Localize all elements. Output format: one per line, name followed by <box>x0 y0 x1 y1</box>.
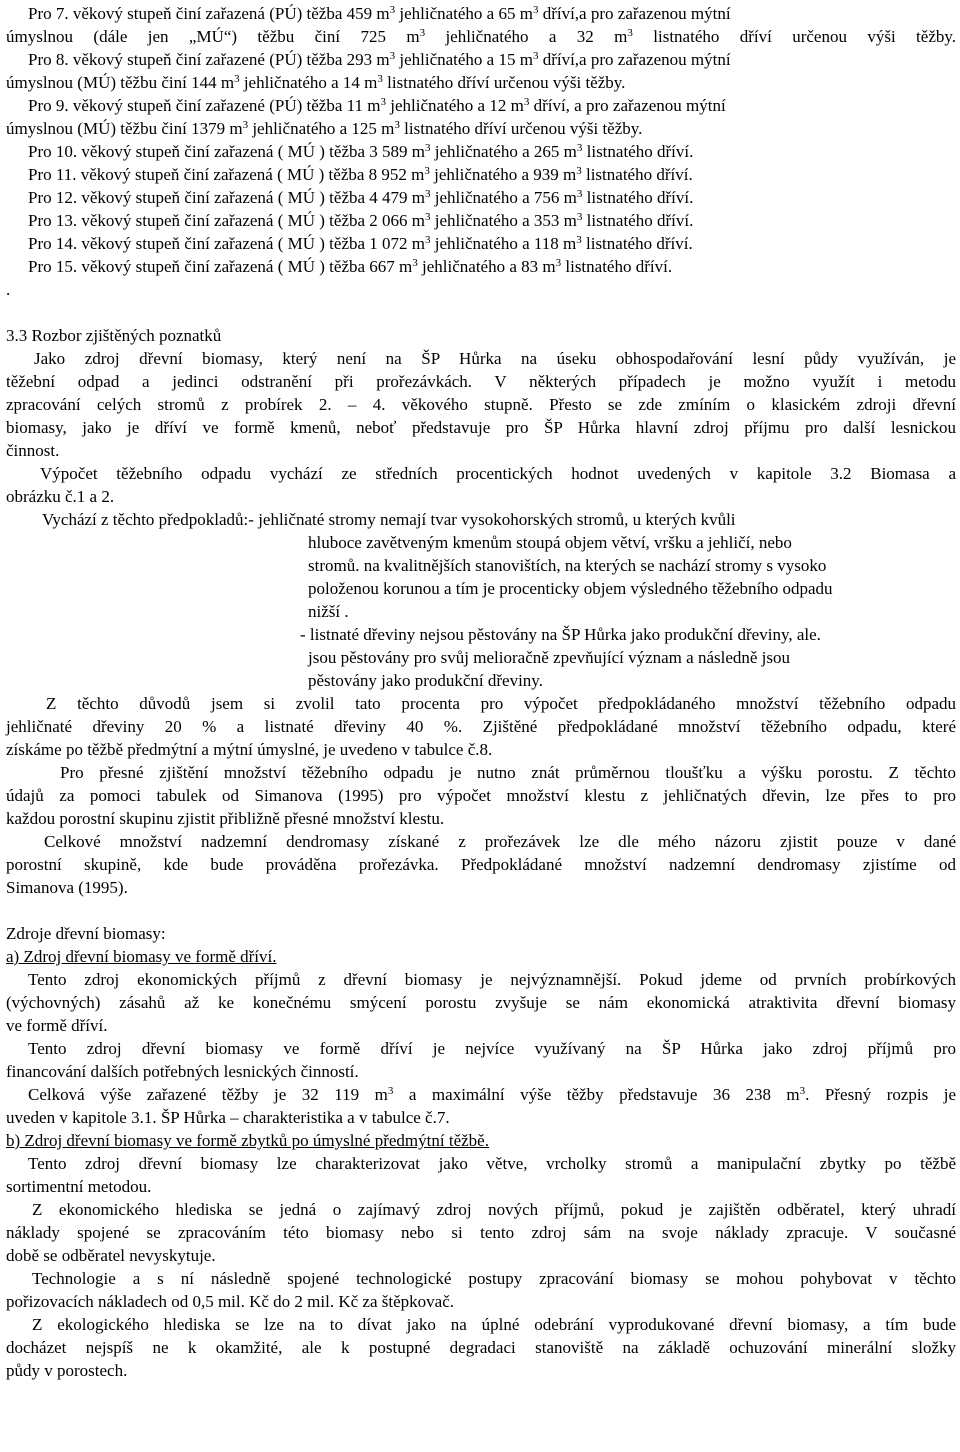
paragraph-line: Tento zdroj dřevní biomasy ve formě dříví je nejvíce využívaný na ŠP Hůrka jako zdroj příjmů pro <box>28 1039 956 1058</box>
paragraph-line: ve formě dříví. <box>6 1016 108 1035</box>
paragraph-line: Technologie a s ní následně spojené technologické postupy zpracování biomasy se mohou pohybovat v těchto <box>32 1269 956 1288</box>
paragraph-line: jehličnaté dřeviny 20 % a listnaté dřeviny 40 %. Zjištěné předpokládané množství těžebního odpadu, které <box>6 717 956 736</box>
pro-8-line-2: úmyslnou (MÚ) těžbu činí 144 $m^3$ jehličnatého a 14 $m^3$ listnatého dříví určenou výši těžby. <box>6 73 626 92</box>
pro-12-line: Pro 12. věkový stupeň činí zařazená ( MÚ ) těžba 4 479 $m^3$ jehličnatého a 756 $m^3$ listnatého dříví. <box>28 188 694 207</box>
pro-10-line: Pro 10. věkový stupeň činí zařazená ( MÚ ) těžba 3 589 $m^3$ jehličnatého a 265 $m^3$ listnatého dříví. <box>28 142 694 161</box>
paragraph-line: Jako zdroj dřevní biomasy, který není na ŠP Hůrka na úseku obhospodařování lesní půdy využíván, je <box>34 349 956 368</box>
stray-dot: . <box>6 280 11 299</box>
paragraph-line: době se odběratel nevyskytuje. <box>6 1246 216 1265</box>
assumption-line: hluboce zavětveným kmenům stoupá objem větví, vršku a jehličí, nebo <box>308 533 792 552</box>
paragraph-line: Výpočet těžebního odpadu vychází ze středních procentických hodnot uvedených v kapitole 3.2 Biomasa a <box>40 464 956 483</box>
paragraph-line: Celková výše zařazené těžby je 32 119 $m^3$ a maximální výše těžby představuje 36 238 $m^3$. Přesný rozpis je <box>28 1085 956 1104</box>
paragraph-line: sortimentní metodou. <box>6 1177 152 1196</box>
paragraph-line: obrázku č.1 a 2. <box>6 487 115 506</box>
paragraph-line: půdy v porostech. <box>6 1361 128 1380</box>
subheading-a: a) Zdroj dřevní biomasy ve formě dříví. <box>6 947 277 966</box>
assumption-line: jsou pěstovány pro svůj melioračně zpevňující význam a následně jsou <box>308 648 791 667</box>
paragraph-line: Z těchto důvodů jsem si zvolil tato procenta pro výpočet předpokládaného množství těžebního odpadu <box>46 694 956 713</box>
assumption-line: položenou korunou a tím je procenticky objem výsledného těžebního odpadu <box>308 579 833 598</box>
sources-title: Zdroje dřevní biomasy: <box>6 924 166 943</box>
pro-9-line-2: úmyslnou (MÚ) těžbu činí 1379 $m^3$ jehličnatého a 125 $m^3$ listnatého dříví určenou výši těžby. <box>6 119 643 138</box>
assumptions-line: Vychází z těchto předpokladů:- jehličnaté stromy nemají tvar vysokohorských stromů, u kterých kvůli <box>42 510 736 529</box>
paragraph-line: každou porostní skupinu zjistit přibližně přesné množství klestu. <box>6 809 445 828</box>
assumption-line: pěstovány jako produkční dřeviny. <box>308 671 543 690</box>
pro-14-line: Pro 14. věkový stupeň činí zařazená ( MÚ ) těžba 1 072 $m^3$ jehličnatého a 118 $m^3$ listnatého dříví. <box>28 234 693 253</box>
assumption-line: stromů. na kvalitnějších stanovištích, na kterých se nachází stromy s vysoko <box>308 556 827 575</box>
pro-11-line: Pro 11. věkový stupeň činí zařazená ( MÚ ) těžba 8 952 $m^3$ jehličnatého a 939 $m^3$ listnatého dříví. <box>28 165 693 184</box>
paragraph-line: náklady spojené se zpracováním této biomasy nebo si tento zdroj sám na svoje náklady zpracuje. V současné <box>6 1223 956 1242</box>
paragraph-line: Celkové množství nadzemní dendromasy získané z prořezávek lze dle mého názoru zjistit pouze v dané <box>44 832 956 851</box>
paragraph-line: porostní skupině, kde bude prováděna prořezávka. Předpokládané množství nadzemní dendromasy zjistíme od <box>6 855 956 874</box>
paragraph-line: zpracování celých stromů z probírek 2. – 4. věkového stupně. Přesto se zde zmíním o klasickém zdroji dřevní <box>6 395 956 414</box>
paragraph-line: Simanova (1995). <box>6 878 128 897</box>
paragraph-line: Z ekologického hlediska se lze na to dívat jako na úplné odebrání vyprodukované dřevní biomasy, a tím bude <box>32 1315 956 1334</box>
pro-15-line: Pro 15. věkový stupeň činí zařazená ( MÚ ) těžba 667 $m^3$ jehličnatého a 83 $m^3$ listnatého dříví. <box>28 257 673 276</box>
paragraph-line: Tento zdroj ekonomických příjmů z dřevní biomasy je nejvýznamnější. Pokud jdeme od prvních probírkových <box>28 970 956 989</box>
subheading-b: b) Zdroj dřevní biomasy ve formě zbytků po úmyslné předmýtní těžbě. <box>6 1131 489 1150</box>
paragraph-line: těžební odpad a jedinci odstranění při prořezávkách. V některých případech je možno využít i metodu <box>6 372 956 391</box>
paragraph-line: docházet nejspíš ne k okamžité, ale k postupné degradaci stanoviště na základě ochuzování minerální složky <box>6 1338 956 1357</box>
paragraph-line: činnost. <box>6 441 60 460</box>
pro-7-line-2: úmyslnou (dále jen „MÚ“) těžbu činí 725 $m^3$ jehličnatého a 32 $m^3$ listnatého dříví určenou výši těžby. <box>6 27 957 46</box>
pro-7-line-1: Pro 7. věkový stupeň činí zařazená (PÚ) těžba 459 $m^3$ jehličnatého a 65 $m^3$ dříví,a pro zařazenou mýtní <box>28 4 731 23</box>
paragraph-line: financování dalších potřebných lesnických činností. <box>6 1062 359 1081</box>
paragraph-line: získáme po těžbě předmýtní a mýtní úmyslné, je uvedeno v tabulce č.8. <box>6 740 493 759</box>
paragraph-line: Pro přesné zjištění množství těžebního odpadu je nutno znát průměrnou tloušťku a výšku porostu. Z těchto <box>60 763 956 782</box>
paragraph-line: pořizovacích nákladech od 0,5 mil. Kč do 2 mil. Kč za štěpkovač. <box>6 1292 454 1311</box>
paragraph-line: Z ekonomického hlediska se jedná o zajímavý zdroj nových příjmů, pokud je zajištěn odběratel, který uhradí <box>32 1200 956 1219</box>
assumption-line: - listnaté dřeviny nejsou pěstovány na ŠP Hůrka jako produkční dřeviny, ale. <box>300 625 821 644</box>
paragraph-line: (výchovných) zásahů až ke konečnému smýcení porostu zvyšuje se nám ekonomická atraktivita dřevní biomasy <box>6 993 956 1012</box>
paragraph-line: uveden v kapitole 3.1. ŠP Hůrka – charakteristika a v tabulce č.7. <box>6 1108 450 1127</box>
section-heading: 3.3 Rozbor zjištěných poznatků <box>6 326 222 345</box>
paragraph-line: biomasy, jako je dříví ve formě kmenů, neboť představuje pro ŠP Hůrka hlavní zdroj příjmu pro další lesnickou <box>6 418 956 437</box>
paragraph-line: údajů za pomoci tabulek od Simanova (1995) pro výpočet množství klestu z jehličnatých dřevin, lze přes to pro <box>6 786 956 805</box>
paragraph-line: Tento zdroj dřevní biomasy lze charakterizovat jako větve, vrcholky stromů a manipulační zbytky po těžbě <box>28 1154 956 1173</box>
pro-13-line: Pro 13. věkový stupeň činí zařazená ( MÚ ) těžba 2 066 $m^3$ jehličnatého a 353 $m^3$ listnatého dříví. <box>28 211 694 230</box>
assumption-line: nižší . <box>308 602 349 621</box>
pro-9-line-1: Pro 9. věkový stupeň činí zařazené (PÚ) těžba 11 $m^3$ jehličnatého a 12 $m^3$ dříví, a pro zařazenou mýtní <box>28 96 726 115</box>
pro-8-line-1: Pro 8. věkový stupeň činí zařazené (PÚ) těžba 293 $m^3$ jehličnatého a 15 $m^3$ dříví,a pro zařazenou mýtní <box>28 50 731 69</box>
